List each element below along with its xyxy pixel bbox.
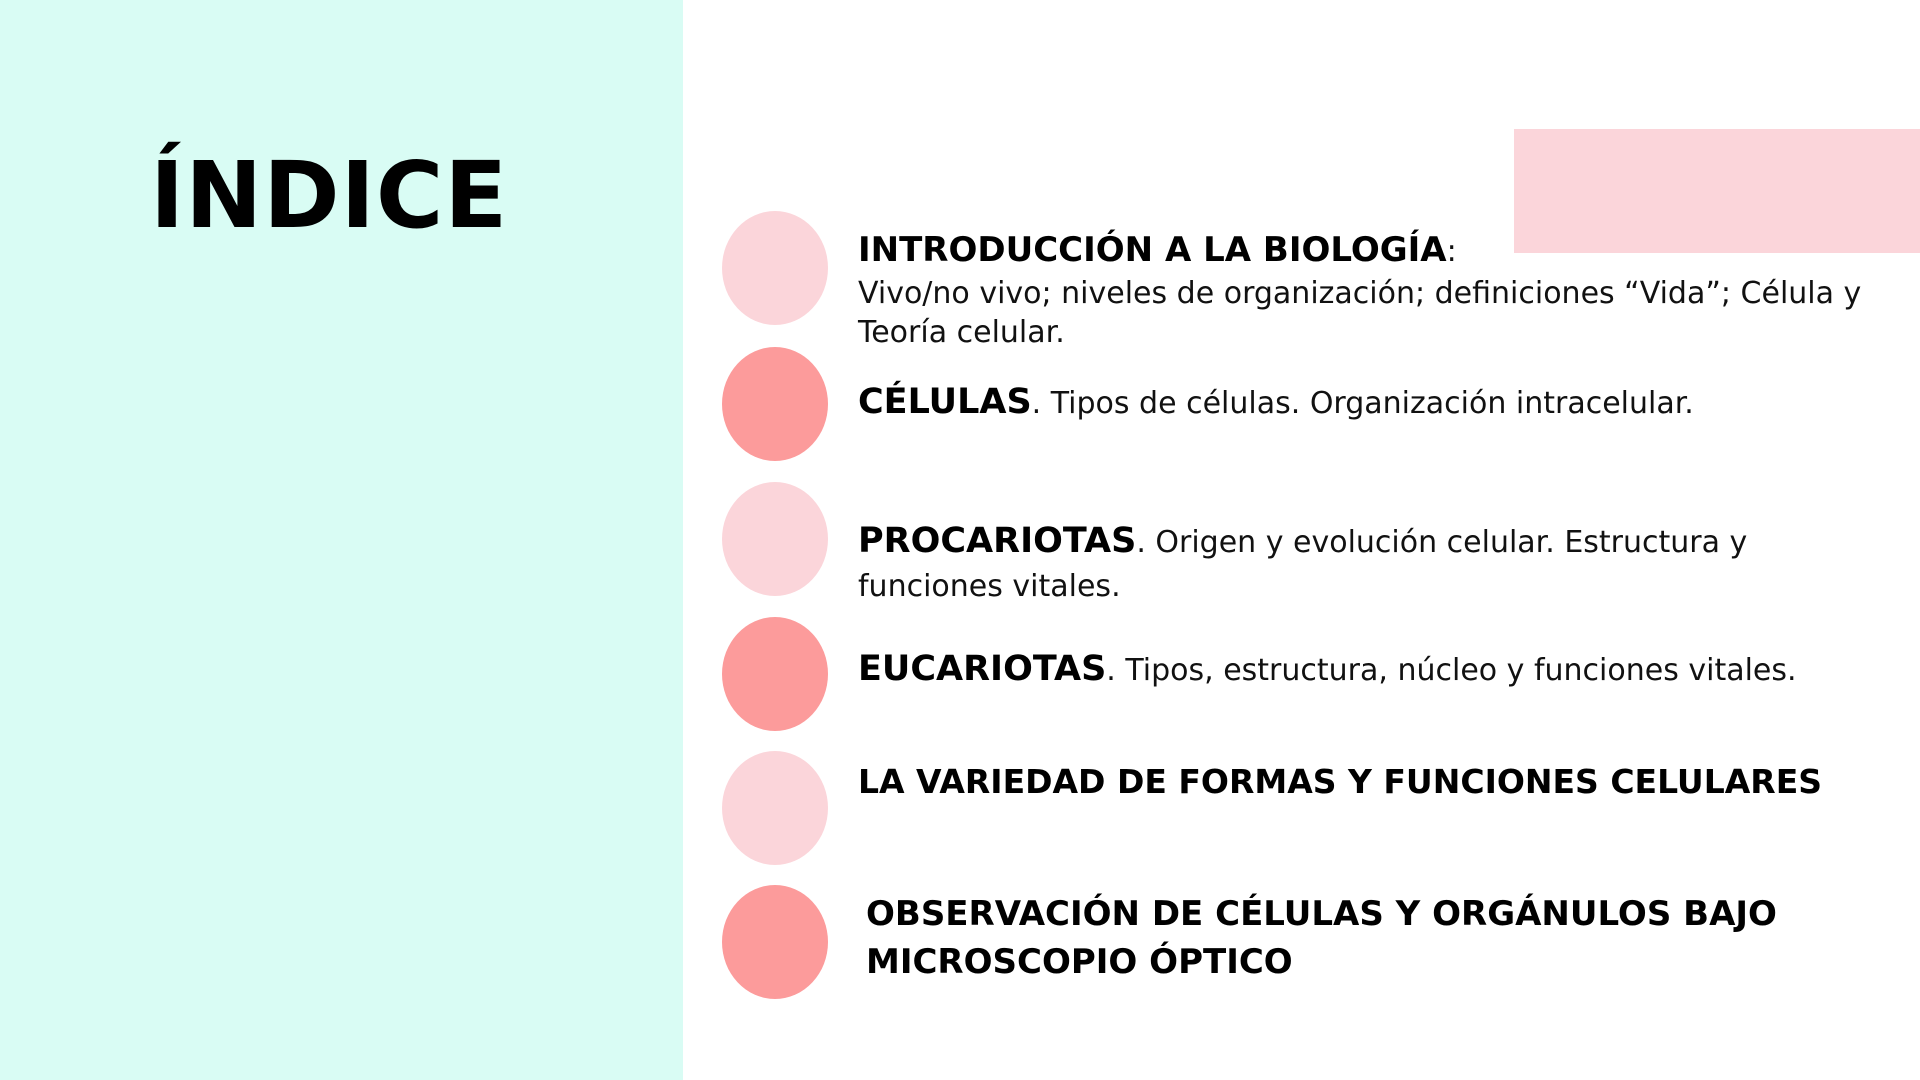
bullet-circle: [722, 347, 828, 461]
item-description: Tipos de células. Organización intracelular.: [1041, 386, 1694, 421]
index-item-celulas: [858, 383, 1878, 423]
index-item-procariotas: [858, 519, 1858, 609]
bullet-circle: [722, 751, 828, 865]
item-heading: LA VARIEDAD DE FORMAS Y FUNCIONES CELULARES: [858, 762, 1823, 801]
index-item-observacion: [866, 890, 1866, 986]
index-item-eucariotas: [858, 650, 1878, 690]
item-punct: :: [1446, 234, 1457, 269]
item-description: Tipos, estructura, núcleo y funciones vitales.: [1115, 653, 1797, 688]
item-heading: PROCARIOTAS: [858, 521, 1137, 561]
item-heading: CÉLULAS: [858, 382, 1032, 422]
item-heading: OBSERVACIÓN DE CÉLULAS Y ORGÁNULOS BAJO MICROSCOPIO ÓPTICO: [866, 894, 1777, 982]
index-item-introduccion: [858, 226, 1878, 352]
item-punct: .: [1136, 525, 1146, 560]
item-punct: .: [1106, 653, 1116, 688]
bullet-circle: [722, 211, 828, 325]
item-description: Vivo/no vivo; niveles de organización; definiciones “Vida”; Célula y Teoría celular.: [858, 276, 1862, 350]
item-description: Origen y evolución celular. Estructura y funciones vitales.: [858, 525, 1748, 604]
bullet-circle: [722, 482, 828, 596]
slide-title: ÍNDICE: [150, 142, 509, 249]
index-item-variedad: [858, 758, 1898, 806]
bullet-circle: [722, 885, 828, 999]
item-heading: INTRODUCCIÓN A LA BIOLOGÍA: [858, 230, 1447, 270]
item-heading: EUCARIOTAS: [858, 649, 1107, 689]
bullet-circle: [722, 617, 828, 731]
item-punct: .: [1031, 386, 1042, 421]
